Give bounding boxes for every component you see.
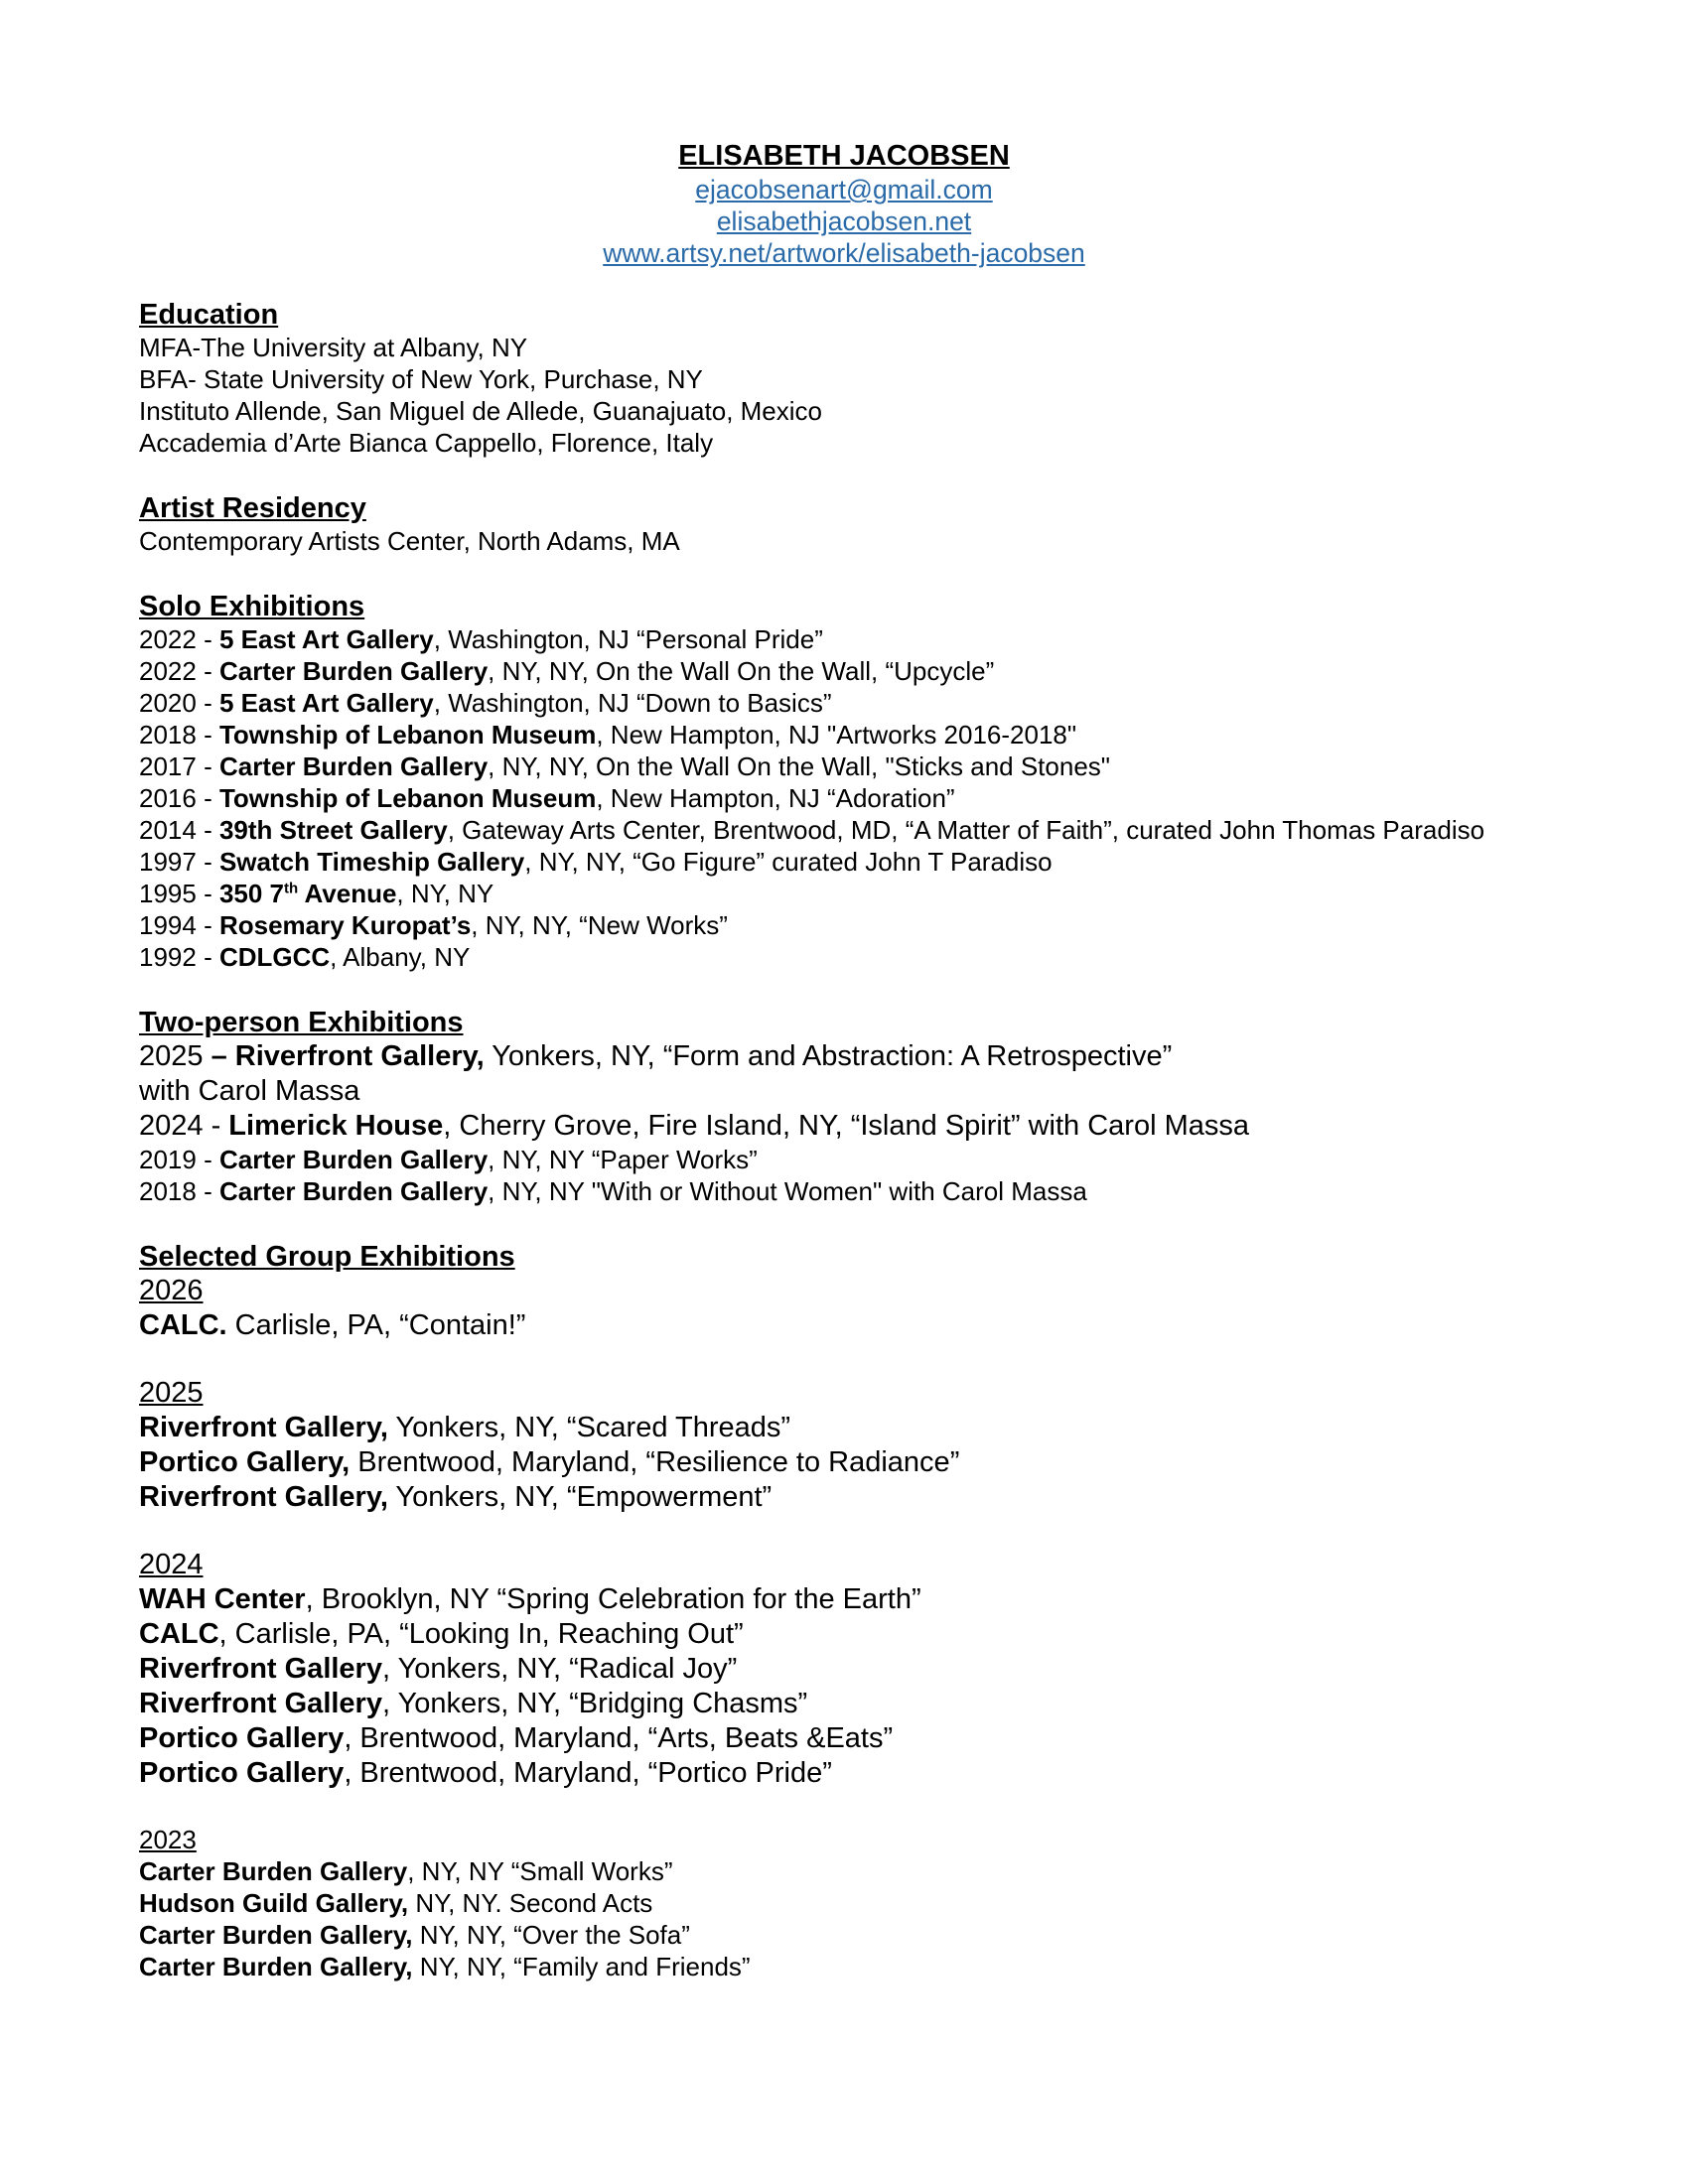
header (0, 139, 1688, 269)
website-link[interactable]: elisabethjacobsen.net (716, 206, 972, 236)
artsy-link[interactable]: www.artsy.net/artwork/elisabeth-jacobsen (603, 238, 1085, 268)
two-person-item-continued: with Carol Massa (139, 1075, 360, 1107)
residency-item: Contemporary Artists Center, North Adams, MA (139, 526, 680, 556)
resume-content (139, 298, 1569, 1982)
group-heading: Selected Group Exhibitions (139, 1241, 515, 1273)
two-person-item: 2019 - Carter Burden Gallery, NY, NY “Paper Works” (139, 1145, 758, 1174)
solo-item: 2020 - 5 East Art Gallery, Washington, NJ “Down to Basics” (139, 688, 832, 718)
residency-heading: Artist Residency (139, 492, 366, 524)
group-item: Carter Burden Gallery, NY, NY, “Over the Sofa” (139, 1920, 690, 1950)
group-year: 2025 (139, 1377, 204, 1409)
group-item: CALC, Carlisle, PA, “Looking In, Reaching Out” (139, 1618, 744, 1650)
two-person-item: 2018 - Carter Burden Gallery, NY, NY "With or Without Women" with Carol Massa (139, 1176, 1087, 1206)
group-item: Carter Burden Gallery, NY, NY “Small Works” (139, 1856, 673, 1886)
solo-item: 2018 - Township of Lebanon Museum, New Hampton, NJ "Artworks 2016-2018" (139, 720, 1077, 750)
education-item: Accademia d’Arte Bianca Cappello, Florence, Italy (139, 428, 714, 458)
group-item: Riverfront Gallery, Yonkers, NY, “Empowerment” (139, 1481, 773, 1513)
solo-item: 1992 - CDLGCC, Albany, NY (139, 942, 471, 972)
solo-heading: Solo Exhibitions (139, 591, 365, 622)
group-item: Hudson Guild Gallery, NY, NY. Second Acts (139, 1888, 653, 1918)
group-item: CALC. Carlisle, PA, “Contain!” (139, 1309, 526, 1341)
group-item: Portico Gallery, Brentwood, Maryland, “Resilience to Radiance” (139, 1446, 960, 1478)
group-item: Portico Gallery, Brentwood, Maryland, “Portico Pride” (139, 1757, 832, 1789)
solo-item: 2022 - 5 East Art Gallery, Washington, NJ “Personal Pride” (139, 624, 823, 654)
group-year: 2024 (139, 1549, 204, 1580)
solo-item: 2022 - Carter Burden Gallery, NY, NY, On the Wall On the Wall, “Upcycle” (139, 656, 995, 686)
group-item: Carter Burden Gallery, NY, NY, “Family and Friends” (139, 1952, 751, 1981)
group-year: 2026 (139, 1275, 204, 1306)
solo-item: 2014 - 39th Street Gallery, Gateway Arts Center, Brentwood, MD, “A Matter of Faith”, curated John Thomas Paradiso (139, 815, 1485, 845)
solo-item: 2017 - Carter Burden Gallery, NY, NY, On the Wall On the Wall, "Sticks and Stones" (139, 751, 1111, 781)
two-person-item: 2024 - Limerick House, Cherry Grove, Fire Island, NY, “Island Spirit” with Carol Massa (139, 1110, 1249, 1142)
solo-item: 1994 - Rosemary Kuropat’s, NY, NY, “New Works” (139, 910, 728, 940)
group-item: WAH Center, Brooklyn, NY “Spring Celebration for the Earth” (139, 1583, 921, 1615)
group-item: Portico Gallery, Brentwood, Maryland, “Arts, Beats &Eats” (139, 1722, 894, 1754)
email-link[interactable]: ejacobsenart@gmail.com (695, 175, 993, 205)
artist-name: ELISABETH JACOBSEN (678, 140, 1010, 172)
solo-item: 2016 - Township of Lebanon Museum, New Hampton, NJ “Adoration” (139, 783, 955, 813)
group-item: Riverfront Gallery, Yonkers, NY, “Scared Threads” (139, 1412, 791, 1443)
group-year: 2023 (139, 1825, 197, 1854)
education-item: BFA- State University of New York, Purchase, NY (139, 364, 703, 394)
education-heading: Education (139, 299, 279, 331)
education-item: Instituto Allende, San Miguel de Allede, Guanajuato, Mexico (139, 396, 822, 426)
solo-item: 1995 - 350 7th Avenue, NY, NY (139, 879, 494, 908)
two-person-heading: Two-person Exhibitions (139, 1007, 464, 1038)
solo-item: 1997 - Swatch Timeship Gallery, NY, NY, “Go Figure” curated John T Paradiso (139, 847, 1053, 877)
education-item: MFA-The University at Albany, NY (139, 333, 528, 362)
two-person-item: 2025 – Riverfront Gallery, Yonkers, NY, “Form and Abstraction: A Retrospective” (139, 1040, 1173, 1072)
group-item: Riverfront Gallery, Yonkers, NY, “Radical Joy” (139, 1653, 738, 1685)
group-item: Riverfront Gallery, Yonkers, NY, “Bridging Chasms” (139, 1688, 808, 1719)
